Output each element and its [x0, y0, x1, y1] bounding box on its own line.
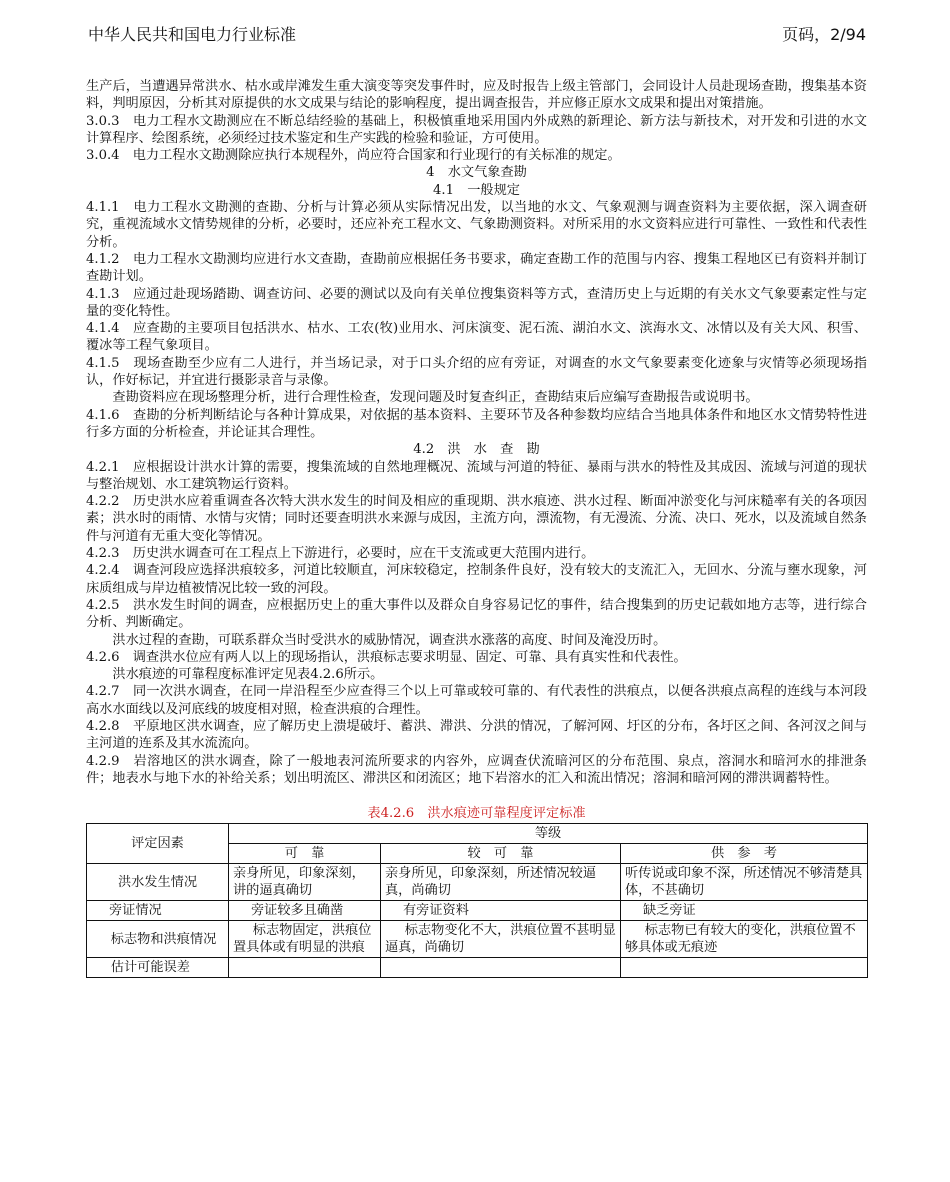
- section-heading: 4 水文气象查勘: [426, 165, 527, 181]
- document-body: [86, 78, 867, 978]
- table-cell: 亲身所见，印象深刻，所述情况较逼真，尚确切: [381, 864, 621, 901]
- paragraph: 4.1.6 查勘的分析判断结论与各种计算成果，对依据的基本资料、主要环节及各种参数均应结合当地具体条件和地区水文情势特性进行多方面的分析检查，并论证其合理性。: [86, 407, 867, 440]
- table-cell: 旁证较多且确凿: [229, 901, 381, 921]
- row-factor: 估计可能误差: [87, 958, 229, 978]
- grade-reference: 供 参 考: [621, 844, 868, 864]
- table-cell: [381, 958, 621, 978]
- table-row: [87, 864, 868, 901]
- paragraph: 4.1.4 应查勘的主要项目包括洪水、枯水、工农(牧)业用水、河床演变、泥石流、湖泊水文、滨海水文、冰情以及有关大风、积雪、覆冰等工程气象项目。: [86, 321, 867, 354]
- table-caption: 表4.2.6 洪水痕迹可靠程度评定标准: [367, 806, 586, 822]
- paragraph: 4.1.3 应通过赴现场踏勘、调查访问、必要的测试以及向有关单位搜集资料等方式，查清历史上与近期的有关水文气象要素定性与定量的变化特性。: [86, 286, 867, 319]
- table-cell: 听传说或印象不深，所述情况不够清楚具体，不甚确切: [621, 864, 868, 901]
- table-cell: 标志物变化不大，洪痕位置不甚明显逼真，尚确切: [381, 921, 621, 958]
- paragraph: 4.2.7 同一次洪水调查，在同一岸沿程至少应查得三个以上可靠或较可靠的、有代表性的洪痕点，以便各洪痕点高程的连线与本河段高水水面线以及河底线的坡度相对照，检查洪痕的合理性。: [86, 684, 867, 717]
- standard-title: 中华人民共和国电力行业标准: [88, 25, 297, 44]
- row-factor: 旁证情况: [87, 901, 229, 921]
- paragraph: 4.2.1 应根据设计洪水计算的需要，搜集流域的自然地理概况、流域与河道的特征、暴雨与洪水的特性及其成因、流域与河道的现状与整治规划、水工建筑物运行资料。: [86, 459, 867, 492]
- table-row: [87, 921, 868, 958]
- table-header-row: [87, 824, 868, 844]
- paragraph: 3.0.4 电力工程水文勘测除应执行本规程外，尚应符合国家和行业现行的有关标准的规定。: [86, 148, 621, 164]
- factor-header: 评定因素: [87, 824, 229, 864]
- paragraph: 查勘资料应在现场整理分析，进行合理性检查，发现问题及时复查纠正，查勘结束后应编写查勘报告或说明书。: [112, 390, 759, 406]
- table-cell: [229, 958, 381, 978]
- table-cell: 标志物已有较大的变化，洪痕位置不够具体或无痕迹: [621, 921, 868, 958]
- table-row: [87, 901, 868, 921]
- paragraph: 4.2.2 历史洪水应着重调查各次特大洪水发生的时间及相应的重现期、洪水痕迹、洪水过程、断面冲淤变化与河床糙率有关的各项因素；洪水时的雨情、水情与灾情；同时还要查明洪水来源与成因，主流方向，漂流物，有无漫流、分流、决口、死水，以及流域自然条件与河道有无重大变化等情况。: [86, 494, 867, 544]
- page-number: 页码，2/94: [782, 25, 866, 44]
- paragraph: 4.2.9 岩溶地区的洪水调查，除了一般地表河流所要求的内容外，应调查伏流暗河区的分布范围、泉点，溶洞水和暗河水的排泄条件；地表水与地下水的补给关系；划出明流区、滞洪区和闭流区；地下岩溶水的汇入和流出情况；溶洞和暗河网的滞洪调蓄特性。: [86, 753, 867, 786]
- grade-header: 等级: [229, 824, 868, 844]
- paragraph: 生产后，当遭遇异常洪水、枯水或岸滩发生重大演变等突发事件时，应及时报告上级主管部门，会同设计人员赴现场查勘，搜集基本资料，判明原因，分析其对原提供的水文成果与结论的影响程度，提出调查报告，并应修正原水文成果和提出对策措施。: [86, 79, 867, 112]
- paragraph: 3.0.3 电力工程水文勘测应在不断总结经验的基础上，积极慎重地采用国内外成熟的新理论、新方法与新技术，对开发和引进的水文计算程序、绘图系统，必须经过技术鉴定和生产实践的检验和验证，方可使用。: [86, 113, 867, 146]
- page-header: [88, 22, 866, 46]
- paragraph: 4.2.3 历史洪水调查可在工程点上下游进行，必要时，应在干支流或更大范围内进行。: [86, 546, 595, 562]
- paragraph: 4.2.8 平原地区洪水调查，应了解历史上溃堤破圩、蓄洪、滞洪、分洪的情况，了解河网、圩区的分布，各圩区之间、各河汊之间与主河道的连系及其水流流向。: [86, 718, 867, 752]
- table-row: [87, 958, 868, 978]
- paragraph: 4.2.4 调查河段应选择洪痕较多，河道比较顺直，河床较稳定，控制条件良好，没有较大的支流汇入，无回水、分流与壅水现象，河床质组成与岸边植被情况比较一致的河段。: [86, 563, 867, 596]
- paragraph: 4.1.1 电力工程水文勘测的查勘、分析与计算必须从实际情况出发，以当地的水文、气象观测与调查资料为主要依据，深入调查研究，重视流域水文情势规律的分析，必要时，还应补充工程水文、气象勘测资料。对所采用的水文资料应进行可靠性、一致性和代表性分析。: [86, 200, 867, 250]
- table-cell: [621, 958, 868, 978]
- table-cell: 有旁证资料: [381, 901, 621, 921]
- paragraph: 4.1.2 电力工程水文勘测均应进行水文查勘，查勘前应根据任务书要求，确定查勘工作的范围与内容、搜集工程地区已有资料并制订查勘计划。: [86, 251, 867, 285]
- row-factor: 标志物和洪痕情况: [87, 921, 229, 958]
- table-cell: 缺乏旁证: [621, 901, 868, 921]
- paragraph-list: [86, 78, 867, 787]
- paragraph: 4.2.5 洪水发生时间的调查，应根据历史上的重大事件以及群众自身容易记忆的事件，结合搜集到的历史记载如地方志等，进行综合分析、判断确定。: [86, 597, 867, 631]
- table-cell: 亲身所见，印象深刻，讲的逼真确切: [229, 864, 381, 901]
- table-cell: 标志物固定，洪痕位置具体或有明显的洪痕: [229, 921, 381, 958]
- row-factor: 洪水发生情况: [87, 864, 229, 901]
- section-heading: 4.2 洪 水 查 勘: [413, 442, 540, 458]
- paragraph: 4.2.6 调查洪水位应有两人以上的现场指认，洪痕标志要求明显、固定、可靠、具有真实性和代表性。: [86, 649, 687, 665]
- flood-mark-reliability-table: [86, 823, 868, 978]
- section-heading: 4.1 一般规定: [433, 182, 520, 198]
- paragraph: 洪水过程的查勘，可联系群众当时受洪水的威胁情况，调查洪水涨落的高度、时间及淹没历时。: [112, 632, 667, 648]
- paragraph: 洪水痕迹的可靠程度标准评定见表4.2.6所示。: [112, 667, 384, 683]
- grade-reliable: 可 靠: [229, 844, 381, 864]
- paragraph: 4.1.5 现场查勘至少应有二人进行，并当场记录，对于口头介绍的应有旁证，对调查的水文气象要素变化迹象与灾情等必须现场指认，作好标记，并宜进行摄影录音与录像。: [86, 355, 867, 389]
- grade-fairly-reliable: 较 可 靠: [381, 844, 621, 864]
